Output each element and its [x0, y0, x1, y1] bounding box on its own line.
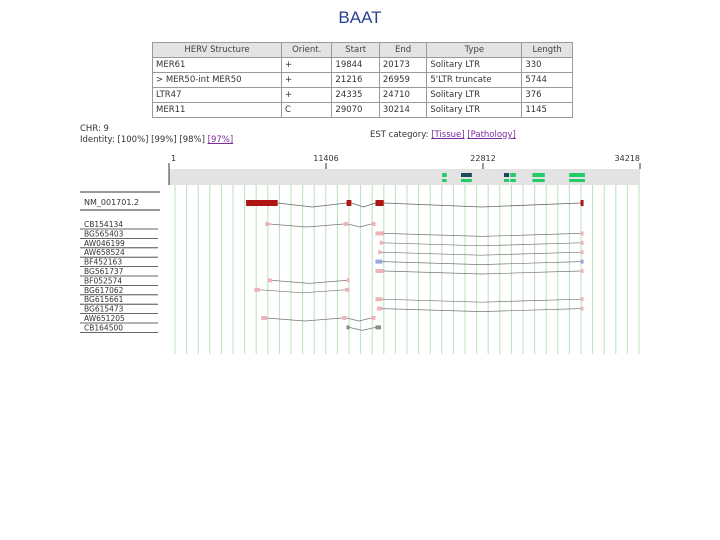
est-exon: [371, 316, 375, 320]
est-intron: [381, 252, 581, 255]
est-label: AW651205: [84, 314, 125, 323]
est-exon: [342, 316, 346, 320]
reference-intron: [278, 203, 347, 207]
herv-block-lower: [442, 179, 447, 182]
est-exon: [345, 288, 349, 292]
est-label: BG615661: [84, 295, 124, 305]
reference-exon: [581, 200, 584, 206]
est-exon: [375, 260, 382, 264]
herv-cell: Solitary LTR: [427, 88, 522, 103]
est-exon: [581, 297, 584, 301]
est-exon: [581, 231, 584, 235]
herv-block-lower: [461, 179, 472, 182]
est-label: AW658524: [84, 248, 125, 258]
page-title: BAAT: [338, 8, 382, 27]
scale-tick-label: 11406: [313, 154, 339, 163]
herv-header-cell: Type: [427, 43, 522, 58]
est-label: BF452163: [84, 257, 123, 267]
herv-cell: 29070: [332, 103, 379, 118]
identity-filter: [80, 135, 233, 145]
est-exon: [581, 250, 584, 254]
est-intron: [382, 309, 580, 312]
est-category-label: EST category:: [370, 130, 429, 140]
pathology-link[interactable]: [Pathology]: [467, 130, 516, 140]
est-label: BG565403: [84, 229, 124, 239]
herv-block: [510, 173, 516, 177]
est-label: BG617062: [84, 285, 124, 295]
reference-exon: [375, 200, 383, 206]
est-exon: [378, 250, 381, 254]
herv-cell: 5744: [522, 73, 573, 88]
est-intron: [272, 280, 346, 283]
herv-cell: 20173: [379, 58, 426, 73]
herv-cell: 21216: [332, 73, 379, 88]
identity-97-link[interactable]: [97%]: [207, 135, 234, 145]
herv-cell: +: [281, 58, 331, 73]
identity-label: Identity: [100%] [99%] [98%]: [80, 135, 205, 145]
est-intron: [348, 224, 371, 227]
est-exon: [581, 260, 584, 264]
chromosome-label: CHR: 9: [80, 124, 109, 134]
reference-exon: [347, 200, 352, 206]
est-intron: [267, 318, 343, 321]
herv-cell: LTR47: [153, 88, 282, 103]
est-label: AW046199: [84, 238, 125, 248]
herv-cell: MER11: [153, 103, 282, 118]
herv-block: [504, 173, 509, 177]
herv-row: [153, 73, 573, 88]
herv-table: [152, 42, 573, 118]
herv-header-cell: Length: [522, 43, 573, 58]
est-intron: [384, 271, 581, 274]
herv-block-lower: [569, 179, 585, 182]
herv-cell: +: [281, 88, 331, 103]
herv-cell: 24335: [332, 88, 379, 103]
herv-header-cell: End: [379, 43, 426, 58]
herv-row: [153, 58, 573, 73]
reference-exon: [246, 200, 278, 206]
est-exon: [581, 269, 584, 273]
scale-tick-label: 22812: [470, 154, 496, 163]
est-exon: [261, 316, 267, 320]
est-exon: [254, 288, 260, 292]
herv-cell: 24710: [379, 88, 426, 103]
herv-cell: > MER50-int MER50: [153, 73, 282, 88]
scale-tick-label: 1: [171, 154, 177, 163]
herv-cell: 1145: [522, 103, 573, 118]
est-exon: [380, 241, 383, 245]
herv-block: [442, 173, 447, 177]
herv-cell: 30214: [379, 103, 426, 118]
est-exon: [347, 278, 350, 282]
est-exon: [375, 231, 383, 235]
est-intron: [349, 327, 375, 330]
est-exon: [371, 222, 375, 226]
est-exon: [581, 241, 584, 245]
herv-cell: 19844: [332, 58, 379, 73]
herv-block: [532, 173, 544, 177]
herv-cell: 376: [522, 88, 573, 103]
herv-cell: 5'LTR truncate: [427, 73, 522, 88]
est-exon: [375, 325, 381, 329]
est-exon: [375, 269, 383, 273]
herv-block-lower: [504, 179, 509, 182]
herv-block: [461, 173, 472, 177]
est-label: BG615473: [84, 304, 124, 314]
herv-cell: Solitary LTR: [427, 58, 522, 73]
est-label: BF052574: [84, 276, 123, 286]
herv-cell: C: [281, 103, 331, 118]
herv-header-cell: Orient.: [281, 43, 331, 58]
scale-tick-label: 34218: [614, 154, 640, 163]
herv-header-cell: Start: [332, 43, 379, 58]
herv-cell: Solitary LTR: [427, 103, 522, 118]
est-exon: [375, 297, 382, 301]
est-intron: [269, 224, 343, 227]
est-category-filter: [370, 130, 516, 140]
herv-cell: +: [281, 73, 331, 88]
est-intron: [382, 299, 580, 302]
est-label: BG561737: [84, 267, 124, 276]
herv-block-lower: [510, 179, 516, 182]
gene-browser: [80, 150, 642, 360]
herv-header-cell: HERV Structure: [153, 43, 282, 58]
est-intron: [347, 318, 372, 321]
est-intron: [384, 233, 581, 236]
est-exon: [581, 307, 584, 311]
est-exon: [347, 325, 350, 329]
herv-row: [153, 103, 573, 118]
est-exon: [265, 222, 269, 226]
tissue-link[interactable]: [Tissue]: [431, 130, 465, 140]
est-exon: [377, 307, 383, 311]
herv-block: [569, 173, 585, 177]
est-intron: [382, 262, 580, 265]
reference-transcript-label: NM_001701.2: [84, 198, 140, 207]
herv-cell: MER61: [153, 58, 282, 73]
reference-intron: [384, 203, 581, 207]
herv-block-lower: [532, 179, 544, 182]
est-intron: [382, 243, 580, 246]
herv-cell: 330: [522, 58, 573, 73]
herv-row: [153, 88, 573, 103]
est-label: CB154134: [84, 220, 124, 229]
herv-cell: 26959: [379, 73, 426, 88]
est-label: CB164500: [84, 323, 124, 333]
est-exon: [344, 222, 348, 226]
est-exon: [268, 278, 272, 282]
